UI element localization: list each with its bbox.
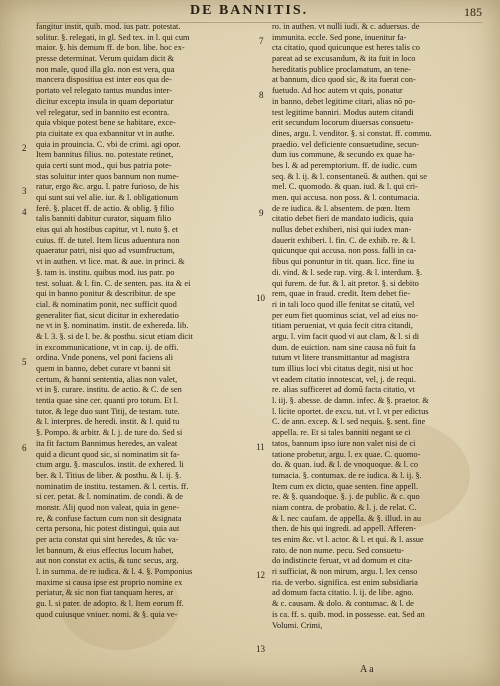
text-line: fangitur instit, quib. mod. ius patr. potestat. [36,22,181,31]
text-line: per acta constat qui sint heredes, & tūc va- [36,535,179,544]
text-line: tum illius loci vbi citatus degit, nisi ut hoc [272,364,414,373]
margin-number: 9 [259,208,264,218]
text-line: immunita. eccle. Sed pone, inuenitur fa- [272,32,407,42]
text-line: quia vbique potest bene se habitare, exce- [36,118,176,128]
text-line: ri in tali loco quod ille fenitat se citatū, vel [272,299,415,309]
text-line: eius qui ab hostibus capitur, vt l. nuto §. et [36,225,179,235]
page-header [40,5,482,23]
text-line: portato vel relegato tantus mundus inter- [36,86,172,96]
text-line: re, & confuse factum cum non sit designata [36,513,182,523]
text-line: §. Pompo. & arbitr. & l. j. de ture do. Sed si [36,428,183,438]
text-line: ratur, ergo &c. argu. l. patre furioso, de his [36,182,179,192]
text-line: tutor. & lege duo sunt Titij, de testam. tute. [36,406,180,416]
text-line: quia certi sunt mod., qui bus patria pote- [36,160,172,170]
text-line: l. licite oportet. de excu. tut. vt l. vt per edictus [272,406,429,416]
text-line: tatione probetur, argu. l. ex quae. C. quomo- [272,449,421,459]
text-line: cuius. ff. de tutel. Item licus aduentura non [36,235,180,245]
text-line: dines, argu. l. venditor. §. si constat. ff. commu. [272,128,432,138]
text-line: & c. causam. & dolo. & contumac. & l. de [272,599,414,609]
text-line: do indistincte feruat, vt ad domum et cita- [272,556,413,566]
text-line: tumacia. §. contumax. de re iudica. & l. ij. §. [272,470,422,480]
text-line: at bannum, dico quod sic, & ita fuerat con- [272,75,416,85]
text-line: let bannum, & eius effectus locum habet, [36,545,174,555]
running-title: DE BANNITIS. [190,3,309,18]
text-line: certa persona, hic potest distingui, quia aut [36,524,180,534]
text-line: §. tam is. institu. quibus mod. ius patr. po [36,267,175,277]
text-line: presse determinat. Verum quidam dicit & [36,54,174,64]
text-line: Item cum ex dicto, quae senten. fine appell. [272,481,419,491]
text-line: vt eadem citatio innotescat, vel, j. de requi. [272,374,416,384]
text-line: then. de his qui ingredi. ad appell. Afferen- [272,524,417,534]
text-line: bes l. & ad peremptorium. ff. de iudic. cum [272,160,417,170]
text-line: solitur. §. relegati, in gl. Sed tex. in l. qui cum [36,32,190,42]
text-line: ferè. §. placet ff. de actio. & oblig. § filio [36,203,174,213]
text-line: ri sufficiat, & non mirum, argu. l. lex censo [272,567,418,577]
text-line: quicunque qui accusa. non poss. falli in ca- [272,246,417,256]
text-line: qui sunt sui vel alie. iur. & l. obligationum [36,193,179,202]
text-line: de re iudica. & l. absentem. de pœn. Item [272,203,411,213]
margin-number: 5 [22,357,27,367]
text-line: quod cuiusque vniuer. nomi. & §. quia ve- [36,609,178,619]
right-column [272,22,484,631]
text-line: certum, & banni sententia, alias non valet, [36,374,178,384]
signature-mark: A a [360,664,374,675]
text-line: test legitime banniri. Modus autem citandi [272,107,414,117]
text-line: quem in banno, debet curare vt banni sit [36,364,171,373]
text-line: citatio debet fieri de mandato iudicis, quia [272,214,414,224]
text-line: qui in banno ponitur & describitur. de spe [36,289,176,299]
text-line: niam contra. de probatio. & l. j. de relat. C. [272,502,417,512]
text-line: gu. l. si pater. de adopto. & l. Item eorum ff. [36,599,184,609]
text-line: re. alias sufficeret ad domū facta citatio, vt [272,385,415,395]
margin-number: 13 [256,644,265,654]
text-line: tutum vt litere transmittantur ad magistra [272,353,410,363]
text-line: test. soluat. & l. fin. C. de senten. pas. ita & ei [36,278,191,288]
text-line: si cer. petat. & l. nominatim. de condi. & de [36,492,183,502]
text-line: ber. & l. Titius de liber. & posthu. & l. ij. §. [36,470,182,480]
text-line: nullus debet exhiberi, nisi qui iudex man- [272,225,412,235]
text-line: tatos, bannum ipso iure non valet nisi de ci [272,438,416,448]
margin-number: 11 [256,442,265,452]
margin-number: 10 [256,293,265,303]
text-line: dicitur excepta insula in quam deportatur [36,96,174,106]
text-line: pareat ad se excusandum, & ita fuit in loco [272,54,416,64]
text-line: maxime si causa ipse est proprio nomine ex [36,577,183,587]
text-line: hereditatis publice proclamatum, an tene- [272,64,411,74]
margin-number: 12 [256,570,265,580]
text-line: talis banniti dabitur curator, siquam filio [36,214,172,224]
text-line: quaeratur patri, nisi quo ad vsumfructum, [36,246,175,256]
text-line: & l. 3. §. si de l. be. & posthu. sicut etiam dicit [36,331,193,341]
text-line: praedio. vel deficiente consuetudine, secun- [272,139,419,149]
text-line: generaliter fiat, sicut dicitur in exheredatio [36,310,179,320]
text-line: ita fit factum Bannimus heredes, an valeat [36,438,178,448]
text-line: fuetudo. Ad hoc autem vt quis, ponatur [272,86,403,96]
text-line: Volumi. Crimi, [272,620,323,630]
text-line: pta ciuitate ex qua exbannitur vt in authe. [36,128,175,138]
text-line: non male, quod illa glo. non est vera, qua [36,64,175,74]
text-line: di. vind. & l. sede rap. virg. & l. interdum. §. [272,267,423,277]
text-line: is ca. ff. s. quib. mod. in possesse. eat. Sed an [272,609,425,619]
text-line: dum. de euiction. nam sine causa nō fuit fa [272,342,416,352]
text-line: seq. & l. ij. & l. consentaneū. & authen. qui se [272,171,427,181]
text-line: ctum argu. §. masculos. instit. de exhered. li [36,460,184,470]
text-line: per eum fiet quominus sciat, vel ad eius no- [272,310,419,320]
text-line: quia in prouincia. C. vbi de crimi. agi opor. [36,139,181,149]
text-line: maior. §. his demum ff. de bon. libe. hoc ex- [36,43,185,53]
text-line: quid a dicunt quod sic, si nominatim sit fa- [36,449,180,459]
text-line: nominatim de institu. testamen. & l. certis. ff. [36,481,189,491]
text-line: qui furem. de fur. & l. ait pretor. §. si debito [272,278,419,288]
margin-number: 2 [22,143,27,153]
text-line: men. qui accusa. non poss. & l. contumacia. [272,193,420,202]
text-line: ne vt in §. nominatim. instit. de exhereda. lib. [36,321,189,331]
text-line: C. de ann. excep. & l. sed nequis. §. sent. fine [272,417,426,427]
text-line: mancera dispositiua est inter eos qua de- [36,75,172,85]
text-line: Item bannitus filius. no. potestate retinet, [36,150,174,160]
margin-number: 7 [259,36,264,46]
margin-number: 3 [22,186,27,196]
text-line: do. & quan. iud. & l. de vnoquoque. & l. co [272,460,419,470]
text-line: ro. in authen. vt nulli iudi. & c. aduersus. de [272,22,420,31]
text-line: titiam perueniat, vt quia fecit citra citandi, [272,321,413,331]
text-line: dauerit exhiberi. l. fin. C. de exhib. re. & l. [272,235,416,245]
text-line: l. in summa. de re iudica. & l. 4. §. Pomponius [36,567,193,577]
margin-number: 6 [22,443,27,453]
text-line: in banno, debet legitime citari, alias nō po- [272,96,416,106]
text-line: in excommunicatione, vt in cap. ij. de offi. [36,342,179,352]
text-line: tes enim &c. vt l. actor. & l. et qui. & l. assue [272,535,424,544]
text-line: l. iij. §. abesse. de damn. infec. & §. praetor. & [272,396,429,406]
text-line: dum ius commune, & secundo ex quae ha- [272,150,415,160]
text-line: rem, quae in fraud. credit. Item debet fie- [272,289,411,299]
text-line: monstr. Alij quod non valeat, quia in gene- [36,502,180,512]
text-line: rato. de non nume. pecu. Sed consuetu- [272,545,404,555]
text-line: mel. C. quomodo. & quan. iud. & l. qui cri- [272,182,418,192]
text-line: fibus qui ponuntur in tit. quan. licc. fine iu [272,257,415,267]
text-line: vt in §. curare. institu. de actio. & C. de sen [36,385,182,395]
text-line: tentia quae sine cer. quanti pro totum. Et l. [36,396,179,406]
text-line: appella. re. Et si tales banniti negant se ci [272,428,411,438]
text-line: cta citatio, quod quicunque est heres talis co [272,43,420,53]
text-line: periatur, & sic non fiat tanquam heres, ar [36,588,174,598]
page-number: 185 [464,5,482,19]
text-line: cial. & nominatim ponit, nec sufficit quod [36,299,177,309]
text-line: & l. interpres. de heredi. instit. & l. quid tu [36,417,180,427]
text-line: ad domum facta citatio. l. ij. de libe. agno. [272,588,414,598]
text-line: aut non constat ex actis, & tunc secus, arg. [36,556,179,566]
text-line: & l. nec caufam. de appella. & §. illud. in au [272,513,422,523]
text-line: stas soluitur inter quos bannum non nume- [36,171,179,181]
text-line: argu. l. vim facit quod vi aut clam, & l. si di [272,331,420,341]
text-line: vel relegatur, sed in bannito est econtra. [36,107,170,117]
margin-number: 4 [22,207,27,217]
left-column [36,22,248,621]
page-footer [300,664,374,675]
text-line: vt in authen. vt lice. mat. & aue. in princi. & [36,257,185,267]
margin-number: 8 [259,90,264,100]
text-line: ordina. Vnde ponens, vel poni faciens ali [36,353,174,363]
text-line: erit secundum locorum diuersas consuetu- [272,118,414,128]
text-line: re. & §. quandoque. §. j. de public. & c. quo [272,492,420,502]
text-line: ria. de verbo. significa. est enim subsidiaria [272,577,418,587]
